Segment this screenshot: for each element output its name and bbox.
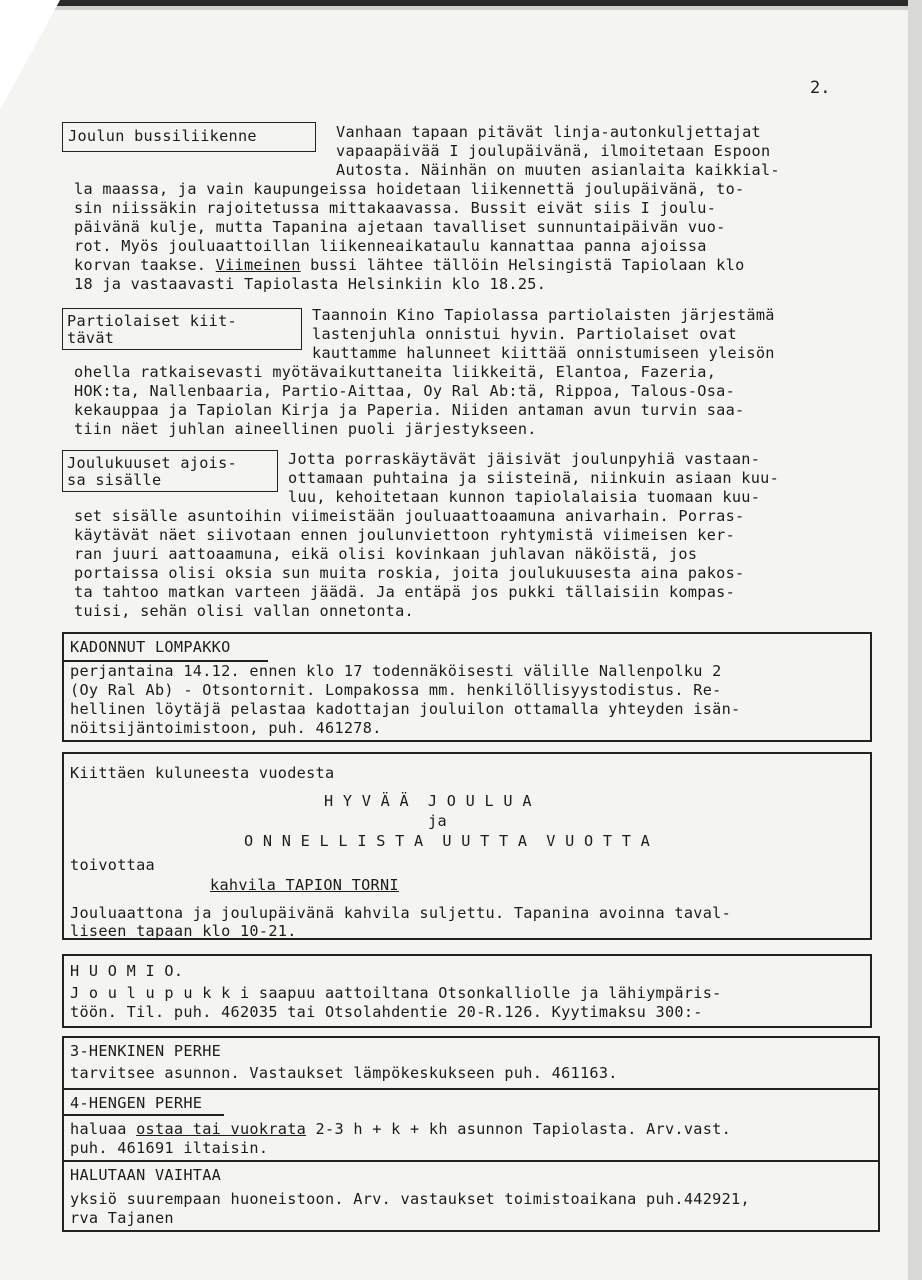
article-text-line: tuisi, sehän olisi vallan onnetonta. [74, 602, 414, 620]
lost-wallet-title: KADONNUT LOMPAKKO [70, 638, 231, 656]
notice-box [62, 954, 872, 1028]
article-text-line: ottamaan puhtaina ja siisteinä, niinkuin asiaan kuu- [288, 469, 780, 487]
notice-line [70, 984, 722, 1004]
article-text-line: ran juuri aattoaamuna, eikä olisi kovinkaan juhlavan näköistä, jos [74, 545, 698, 563]
article-heading: Partiolaiset kiit- [67, 312, 237, 330]
classified-line: yksiö suurempaan huoneistoon. Arv. vastaukset toimistoaikana puh.442921, [70, 1190, 750, 1208]
page-number: 2. [810, 78, 831, 98]
article-text-line: ohella ratkaisevasti myötävaikuttaneita liikkeitä, Elantoa, Fazeria, [74, 363, 717, 381]
article-text-line: rot. Myös jouluaattoillan liikenneaikataulu kannattaa panna ajoissa [74, 237, 707, 255]
article-text-line: la maassa, ja vain kaupungeissa hoidetaan liikennettä joulupäivänä, to- [74, 180, 745, 198]
lost-wallet-line: perjantaina 14.12. ennen klo 17 todennäköisesti välille Nallenpolku 2 [70, 662, 722, 680]
article-text-line: sin niissäkin rajoitetussa mittakaavassa. Bussit eivät siis I joulu- [74, 199, 717, 217]
greeting-signature: kahvila TAPION TORNI [210, 876, 399, 894]
underlined-word: Viimeinen [215, 256, 301, 274]
article-text-line: Autosta. Näinhän on muuten asianlaita kaikkial- [336, 161, 780, 179]
article-text-line: vapaapäivää I joulupäivänä, ilmoitetaan Espoon [336, 142, 771, 160]
notice-line: töön. Til. puh. 462035 tai Otsolahdentie 20-R.126. Kyytimaksu 300:- [70, 1003, 703, 1021]
article-heading-box [62, 450, 278, 492]
scan-edge-shadow [0, 6, 922, 10]
classifieds-box [62, 1036, 880, 1232]
text-segment: J o u l u p u k k i [70, 984, 250, 1002]
article-text-line: Vanhaan tapaan pitävät linja-autonkuljettajat [336, 123, 761, 141]
article-text-line: HOK:ta, Nallenbaaria, Partio-Aittaa, Oy Ral Ab:tä, Rippoa, Talous-Osa- [74, 382, 736, 400]
classified-line: rva Tajanen [70, 1209, 174, 1227]
text-segment: korvan taakse. [74, 256, 216, 274]
article-text-line: päivänä kulje, mutta Tapanina ajetaan tavalliset sunnuntaipäivän vuo- [74, 218, 726, 236]
article-text-line: kekauppaa ja Tapiolan Kirja ja Paperia. Niiden antaman avun turvin saa- [74, 401, 745, 419]
classified-line [70, 1120, 731, 1140]
classified-line: puh. 461691 iltaisin. [70, 1139, 269, 1157]
text-segment: 2-3 h + k + kh asunnon Tapiolasta. Arv.vast. [306, 1120, 732, 1138]
greeting-headline: O N N E L L I S T A U U T T A V U O T T A [244, 832, 651, 850]
article-heading-box [62, 122, 316, 152]
classified-title: 3-HENKINEN PERHE [70, 1042, 222, 1060]
article-text-line: tiin näet juhlan aineellinen puoli järjestykseen. [74, 420, 537, 438]
article-text-line: luu, kehoitetaan kunnon tapiolalaisia tuomaan kuu- [288, 488, 761, 506]
greeting-wishes: toivottaa [70, 856, 155, 874]
article-text-line: ta tahtoo matkan varteen jäädä. Ja entäpä jos pukki tällaisiin kompas- [74, 583, 736, 601]
greeting-box [62, 752, 872, 940]
article-text-line: Taannoin Kino Tapiolassa partiolaisten järjestämä [312, 306, 775, 324]
article-text-line: käytävät näet siivotaan ennen joulunviettoon ryhtymistä viimeisen ker- [74, 526, 736, 544]
opening-hours-line: Jouluaattona ja joulupäivänä kahvila suljettu. Tapanina avoinna taval- [70, 904, 732, 922]
scan-edge-right [908, 0, 922, 1280]
article-text-line: set sisälle asuntoihin viimeistään jouluaattoaamuna anivarhain. Porras- [74, 507, 745, 525]
lost-wallet-line: (Oy Ral Ab) - Otsontornit. Lompakossa mm. henkilöllisyystodistus. Re- [70, 681, 722, 699]
article-heading: Joulukuuset ajois- [67, 454, 237, 472]
greeting-headline: H Y V Ä Ä J O U L U A [324, 792, 532, 810]
greeting-conjunction: ja [428, 812, 447, 830]
article-text-line: kauttamme halunneet kiittää onnistumiseen yleisön [312, 344, 775, 362]
article-text-line: Jotta porraskäytävät jäisivät joulunpyhiä vastaan- [288, 450, 761, 468]
article-text-line: 18 ja vastaavasti Tapiolasta Helsinkiin klo 18.25. [74, 275, 547, 293]
folded-corner [0, 0, 60, 110]
lost-wallet-box [62, 632, 872, 742]
underlined-phrase: ostaa tai vuokrata [136, 1120, 307, 1138]
text-segment: haluaa [70, 1120, 137, 1138]
classified-divider [64, 1160, 878, 1162]
opening-hours-line: liseen tapaan klo 10-21. [70, 922, 297, 940]
article-text-line: portaissa olisi oksia sun muita roskia, joita joulukuusesta aina pakos- [74, 564, 745, 582]
article-text-line: lastenjuhla onnistui hyvin. Partiolaiset ovat [312, 325, 737, 343]
lost-wallet-line: nöitsijäntoimistoon, puh. 461278. [70, 719, 382, 737]
lost-wallet-line: hellinen löytäjä pelastaa kadottajan jouluilon ottamalla yhteyden isän- [70, 700, 741, 718]
classified-title: HALUTAAN VAIHTAA [70, 1166, 222, 1184]
greeting-intro: Kiittäen kuluneesta vuodesta [70, 764, 335, 782]
title-divider [64, 1114, 224, 1116]
article-text-line [74, 256, 745, 276]
classified-divider [64, 1088, 878, 1090]
classified-title: 4-HENGEN PERHE [70, 1094, 203, 1112]
article-heading: Joulun bussiliikenne [68, 127, 257, 145]
text-segment: bussi lähtee tällöin Helsingistä Tapiolaan klo [300, 256, 745, 274]
notice-title: H U O M I O. [70, 962, 184, 980]
article-heading: sa sisälle [67, 471, 162, 489]
article-heading-box [62, 308, 302, 350]
classified-line: tarvitsee asunnon. Vastaukset lämpökeskukseen puh. 461163. [70, 1064, 618, 1082]
article-heading: tävät [67, 329, 115, 347]
text-segment: saapuu aattoiltana Otsonkalliolle ja lähiympäris- [249, 984, 722, 1002]
